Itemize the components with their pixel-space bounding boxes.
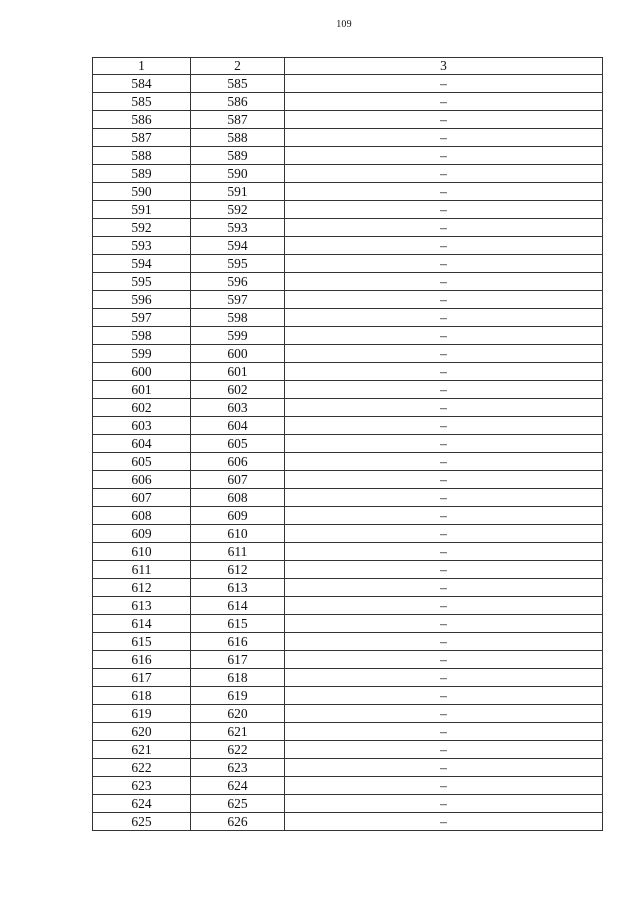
table-row — [93, 687, 603, 705]
table-cell-col-1: 610 — [93, 543, 191, 561]
table-cell-col-1: 603 — [93, 417, 191, 435]
table-cell-col-3: – — [285, 129, 603, 147]
table-cell-col-2: 585 — [191, 75, 285, 93]
table-cell-col-2: 616 — [191, 633, 285, 651]
table-cell-col-2: 609 — [191, 507, 285, 525]
table-cell-col-3: – — [285, 363, 603, 381]
table-cell-col-2: 593 — [191, 219, 285, 237]
table-cell-col-2: 607 — [191, 471, 285, 489]
table-cell-col-3: – — [285, 75, 603, 93]
table-row — [93, 759, 603, 777]
column-header-2: 2 — [191, 58, 285, 75]
table-cell-col-1: 600 — [93, 363, 191, 381]
table-row — [93, 507, 603, 525]
table-cell-col-3: – — [285, 795, 603, 813]
table-cell-col-1: 620 — [93, 723, 191, 741]
table-row — [93, 165, 603, 183]
table-cell-col-1: 604 — [93, 435, 191, 453]
table-cell-col-1: 607 — [93, 489, 191, 507]
table-cell-col-1: 587 — [93, 129, 191, 147]
table-cell-col-1: 606 — [93, 471, 191, 489]
table-cell-col-1: 589 — [93, 165, 191, 183]
table-cell-col-2: 623 — [191, 759, 285, 777]
table-row — [93, 489, 603, 507]
table-cell-col-1: 615 — [93, 633, 191, 651]
table-cell-col-1: 617 — [93, 669, 191, 687]
table-cell-col-3: – — [285, 417, 603, 435]
table-row — [93, 147, 603, 165]
table-cell-col-2: 591 — [191, 183, 285, 201]
table-cell-col-3: – — [285, 327, 603, 345]
table-cell-col-1: 596 — [93, 291, 191, 309]
table-cell-col-3: – — [285, 669, 603, 687]
table-cell-col-3: – — [285, 759, 603, 777]
table-cell-col-3: – — [285, 579, 603, 597]
table-row — [93, 723, 603, 741]
table-cell-col-2: 610 — [191, 525, 285, 543]
table-cell-col-1: 611 — [93, 561, 191, 579]
table-cell-col-2: 604 — [191, 417, 285, 435]
table-cell-col-2: 622 — [191, 741, 285, 759]
table-cell-col-1: 591 — [93, 201, 191, 219]
table-row — [93, 777, 603, 795]
table-cell-col-3: – — [285, 705, 603, 723]
table-row — [93, 129, 603, 147]
table-cell-col-3: – — [285, 741, 603, 759]
table-cell-col-3: – — [285, 183, 603, 201]
data-table-container — [92, 57, 602, 831]
table-cell-col-2: 618 — [191, 669, 285, 687]
table-cell-col-1: 609 — [93, 525, 191, 543]
table-row — [93, 471, 603, 489]
table-cell-col-2: 588 — [191, 129, 285, 147]
table-cell-col-2: 598 — [191, 309, 285, 327]
table-cell-col-2: 590 — [191, 165, 285, 183]
table-cell-col-3: – — [285, 291, 603, 309]
table-cell-col-3: – — [285, 615, 603, 633]
table-row — [93, 183, 603, 201]
table-cell-col-3: – — [285, 525, 603, 543]
table-cell-col-1: 601 — [93, 381, 191, 399]
data-table — [92, 57, 603, 831]
table-cell-col-2: 602 — [191, 381, 285, 399]
table-cell-col-1: 614 — [93, 615, 191, 633]
table-cell-col-3: – — [285, 687, 603, 705]
table-cell-col-1: 599 — [93, 345, 191, 363]
table-cell-col-2: 600 — [191, 345, 285, 363]
table-cell-col-3: – — [285, 345, 603, 363]
table-cell-col-3: – — [285, 813, 603, 831]
table-cell-col-3: – — [285, 471, 603, 489]
table-row — [93, 651, 603, 669]
table-row — [93, 201, 603, 219]
table-cell-col-3: – — [285, 543, 603, 561]
page-number: 109 — [336, 19, 352, 30]
table-cell-col-2: 608 — [191, 489, 285, 507]
table-cell-col-3: – — [285, 489, 603, 507]
table-cell-col-3: – — [285, 381, 603, 399]
table-row — [93, 273, 603, 291]
table-cell-col-3: – — [285, 561, 603, 579]
table-cell-col-1: 624 — [93, 795, 191, 813]
table-row — [93, 291, 603, 309]
table-header — [93, 58, 603, 75]
table-cell-col-2: 617 — [191, 651, 285, 669]
table-cell-col-1: 592 — [93, 219, 191, 237]
table-row — [93, 219, 603, 237]
table-cell-col-2: 621 — [191, 723, 285, 741]
table-cell-col-3: – — [285, 219, 603, 237]
table-cell-col-3: – — [285, 147, 603, 165]
table-cell-col-2: 603 — [191, 399, 285, 417]
table-cell-col-1: 625 — [93, 813, 191, 831]
column-header-1: 1 — [93, 58, 191, 75]
table-cell-col-2: 613 — [191, 579, 285, 597]
table-cell-col-1: 612 — [93, 579, 191, 597]
table-cell-col-1: 608 — [93, 507, 191, 525]
table-row — [93, 615, 603, 633]
table-row — [93, 669, 603, 687]
table-cell-col-1: 590 — [93, 183, 191, 201]
table-row — [93, 633, 603, 651]
table-cell-col-1: 616 — [93, 651, 191, 669]
table-cell-col-1: 593 — [93, 237, 191, 255]
table-row — [93, 363, 603, 381]
table-row — [93, 399, 603, 417]
table-cell-col-3: – — [285, 777, 603, 795]
table-cell-col-2: 586 — [191, 93, 285, 111]
table-cell-col-3: – — [285, 201, 603, 219]
table-cell-col-1: 622 — [93, 759, 191, 777]
table-cell-col-3: – — [285, 165, 603, 183]
table-cell-col-2: 612 — [191, 561, 285, 579]
table-row — [93, 417, 603, 435]
table-cell-col-2: 595 — [191, 255, 285, 273]
table-row — [93, 561, 603, 579]
table-cell-col-3: – — [285, 111, 603, 129]
table-cell-col-3: – — [285, 399, 603, 417]
table-row — [93, 579, 603, 597]
table-cell-col-1: 597 — [93, 309, 191, 327]
table-row — [93, 381, 603, 399]
table-row — [93, 795, 603, 813]
column-header-3: 3 — [285, 58, 603, 75]
table-row — [93, 75, 603, 93]
table-cell-col-1: 584 — [93, 75, 191, 93]
table-cell-col-2: 620 — [191, 705, 285, 723]
table-cell-col-1: 588 — [93, 147, 191, 165]
table-cell-col-2: 615 — [191, 615, 285, 633]
table-row — [93, 705, 603, 723]
table-cell-col-1: 598 — [93, 327, 191, 345]
table-cell-col-3: – — [285, 651, 603, 669]
table-cell-col-2: 605 — [191, 435, 285, 453]
table-cell-col-3: – — [285, 723, 603, 741]
table-cell-col-2: 599 — [191, 327, 285, 345]
table-cell-col-1: 595 — [93, 273, 191, 291]
table-cell-col-2: 587 — [191, 111, 285, 129]
table-cell-col-2: 611 — [191, 543, 285, 561]
table-cell-col-2: 619 — [191, 687, 285, 705]
table-cell-col-2: 594 — [191, 237, 285, 255]
table-cell-col-3: – — [285, 453, 603, 471]
table-cell-col-3: – — [285, 93, 603, 111]
table-cell-col-1: 623 — [93, 777, 191, 795]
table-body — [93, 75, 603, 831]
table-cell-col-1: 619 — [93, 705, 191, 723]
table-row — [93, 237, 603, 255]
table-cell-col-2: 606 — [191, 453, 285, 471]
table-cell-col-1: 602 — [93, 399, 191, 417]
table-cell-col-3: – — [285, 255, 603, 273]
table-row — [93, 345, 603, 363]
table-cell-col-2: 589 — [191, 147, 285, 165]
table-row — [93, 111, 603, 129]
table-row — [93, 813, 603, 831]
table-cell-col-3: – — [285, 597, 603, 615]
table-cell-col-3: – — [285, 633, 603, 651]
table-row — [93, 525, 603, 543]
table-cell-col-1: 594 — [93, 255, 191, 273]
table-row — [93, 597, 603, 615]
table-cell-col-3: – — [285, 309, 603, 327]
table-row — [93, 255, 603, 273]
table-cell-col-1: 621 — [93, 741, 191, 759]
table-row — [93, 453, 603, 471]
table-cell-col-1: 613 — [93, 597, 191, 615]
table-header-row — [93, 58, 603, 75]
table-cell-col-3: – — [285, 507, 603, 525]
table-row — [93, 327, 603, 345]
table-row — [93, 93, 603, 111]
table-cell-col-2: 626 — [191, 813, 285, 831]
table-cell-col-2: 625 — [191, 795, 285, 813]
table-cell-col-2: 624 — [191, 777, 285, 795]
table-cell-col-2: 614 — [191, 597, 285, 615]
table-cell-col-2: 601 — [191, 363, 285, 381]
table-cell-col-2: 596 — [191, 273, 285, 291]
table-cell-col-1: 618 — [93, 687, 191, 705]
table-cell-col-3: – — [285, 237, 603, 255]
table-cell-col-3: – — [285, 273, 603, 291]
table-row — [93, 435, 603, 453]
table-cell-col-1: 586 — [93, 111, 191, 129]
table-cell-col-1: 605 — [93, 453, 191, 471]
table-row — [93, 309, 603, 327]
table-cell-col-3: – — [285, 435, 603, 453]
table-cell-col-2: 592 — [191, 201, 285, 219]
table-row — [93, 741, 603, 759]
table-cell-col-1: 585 — [93, 93, 191, 111]
table-cell-col-2: 597 — [191, 291, 285, 309]
table-row — [93, 543, 603, 561]
